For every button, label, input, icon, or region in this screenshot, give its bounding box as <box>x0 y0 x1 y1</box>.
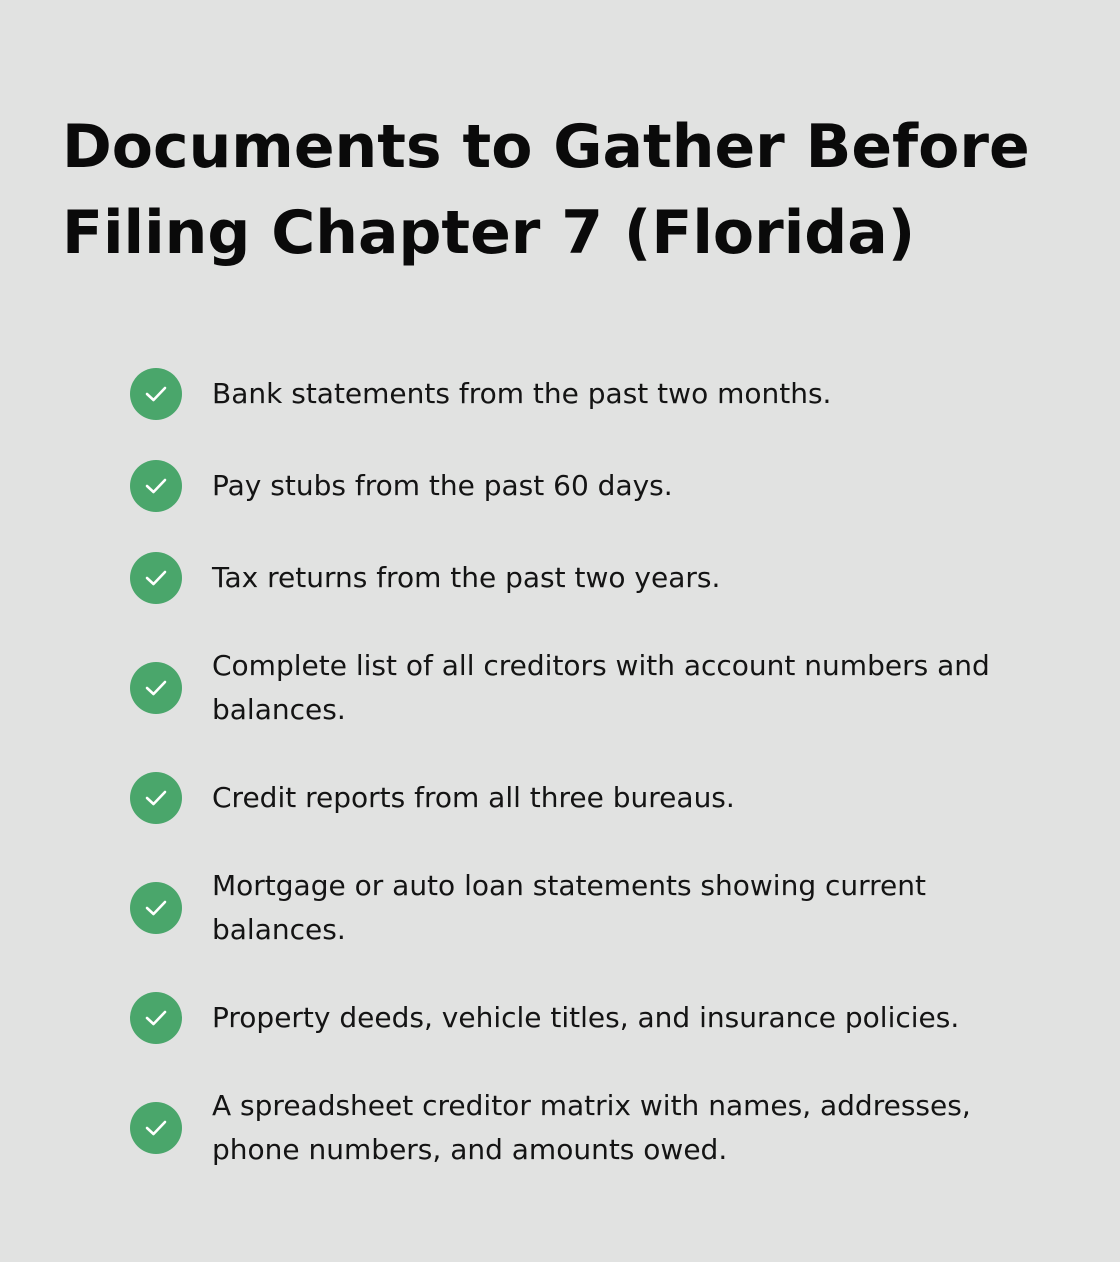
check-icon <box>130 992 182 1044</box>
check-icon <box>130 772 182 824</box>
checklist-item-text: Credit reports from all three bureaus. <box>212 781 735 814</box>
check-icon <box>130 460 182 512</box>
checklist-item-text: Tax returns from the past two years. <box>212 561 721 594</box>
check-icon <box>130 882 182 934</box>
checklist-item-text: Pay stubs from the past 60 days. <box>212 469 673 502</box>
checklist-item-text: Property deeds, vehicle titles, and insurance policies. <box>212 1001 960 1034</box>
check-icon <box>130 662 182 714</box>
checklist-item-text: Complete list of all creditors with account numbers and balances. <box>212 649 990 726</box>
checklist-item-text: A spreadsheet creditor matrix with names, addresses, phone numbers, and amounts owed. <box>212 1089 971 1166</box>
page-title: Documents to Gather Before Filing Chapter 7 (Florida) <box>62 112 1030 268</box>
checklist-item-text: Bank statements from the past two months. <box>212 377 832 410</box>
checklist-item-text: Mortgage or auto loan statements showing current balances. <box>212 869 926 946</box>
check-icon <box>130 552 182 604</box>
check-icon <box>130 1102 182 1154</box>
check-icon <box>130 368 182 420</box>
